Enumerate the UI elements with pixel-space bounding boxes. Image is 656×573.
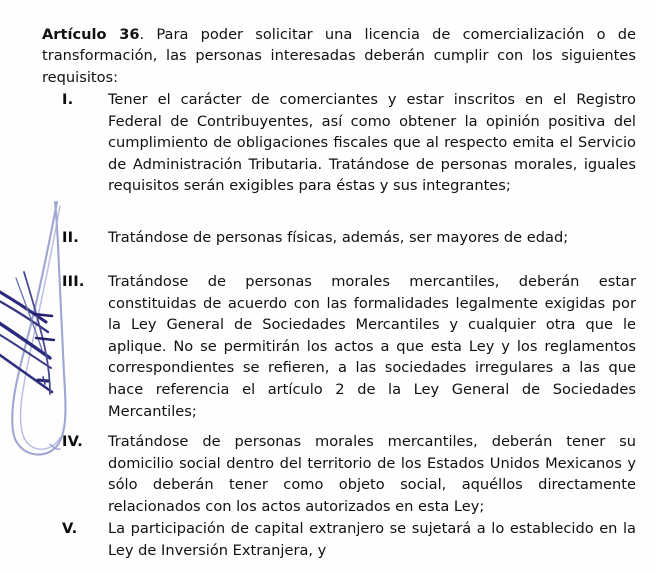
list-item	[42, 227, 636, 249]
article-number-label: Artículo 36	[42, 25, 140, 43]
article-intro-text: . Para poder solicitar una licencia de comercialización o de transformación, las personas interesadas deberán cumplir con los siguientes requisitos:	[42, 25, 636, 86]
roman-numeral-label: IV.	[62, 433, 83, 450]
list-item	[42, 271, 636, 422]
list-item	[42, 431, 636, 517]
list-item-text: Tratándose de personas morales mercantiles, deberán estar constituidas de acuerdo con las formalidades legalmente exigidas por la Ley General de Sociedades Mercantiles y cualquier otra que le aplique. No se permitirán los actos a que esta Ley y los reglamentos correspondientes se refieren, a las sociedades irregulares a las que hace referencia el artículo 2 de la Ley General de Sociedades Mercantiles;	[108, 273, 636, 420]
list-item-text: Tratándose de personas físicas, además, ser mayores de edad;	[108, 229, 569, 246]
roman-numeral-label: II.	[62, 229, 80, 246]
roman-numeral-label: V.	[62, 520, 78, 537]
list-item-text: Tratándose de personas morales mercantiles, deberán tener su domicilio social dentro del territorio de los Estados Unidos Mexicanos y sólo deberán tener como objeto social, aquéllos directamente relacionados con los actos autorizados en esta Ley;	[108, 433, 636, 515]
list-item	[42, 89, 636, 197]
article-intro-paragraph	[42, 24, 636, 89]
list-item-text: La participación de capital extranjero se sujetará a lo establecido en la Ley de Inversión Extranjera, y	[108, 520, 636, 559]
list-item-text: Tener el carácter de comerciantes y estar inscritos en el Registro Federal de Contribuyentes, así como obtener la opinión positiva del cumplimiento de obligaciones fiscales que al respecto emita el Servicio de Administración Tributaria. Tratándose de personas morales, iguales requisitos serán exigibles para éstas y sus integrantes;	[108, 91, 636, 195]
roman-numeral-label: III.	[62, 273, 85, 290]
roman-numeral-label: I.	[62, 91, 74, 108]
list-item	[42, 518, 636, 561]
